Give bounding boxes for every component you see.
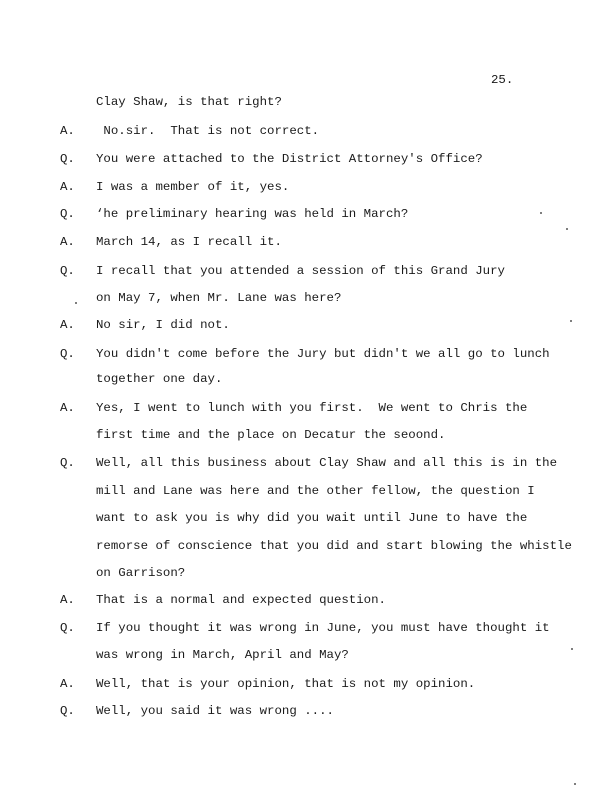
transcript-line: You were attached to the District Attorney's Office? — [96, 152, 483, 166]
speaker-label: A. — [60, 318, 75, 332]
transcript-line: together one day. — [96, 372, 223, 386]
speaker-label: A. — [60, 593, 75, 607]
speaker-label: Q. — [60, 704, 75, 718]
scan-speck — [566, 228, 568, 230]
transcript-line: mill and Lane was here and the other fellow, the question I — [96, 484, 535, 498]
transcript-line: No sir, I did not. — [96, 318, 230, 332]
transcript-line: Well, that is your opinion, that is not my opinion. — [96, 677, 476, 691]
speaker-label: Q. — [60, 621, 75, 635]
transcript-line: ‘he preliminary hearing was held in March? — [96, 207, 409, 221]
transcript-line: Well, you said it was wrong .... — [96, 704, 334, 718]
speaker-label: A. — [60, 235, 75, 249]
scan-speck — [574, 783, 576, 785]
speaker-label: A. — [60, 124, 75, 138]
scan-speck — [540, 212, 542, 214]
transcript-line: remorse of conscience that you did and start blowing the whistle — [96, 539, 572, 553]
transcript-line: Well, all this business about Clay Shaw and all this is in the — [96, 456, 558, 470]
transcript-line: If you thought it was wrong in June, you must have thought it — [96, 621, 550, 635]
scan-speck — [570, 320, 572, 322]
speaker-label: Q. — [60, 264, 75, 278]
scan-speck — [571, 648, 573, 650]
speaker-label: A. — [60, 677, 75, 691]
transcript-line: No.sir. That is not correct. — [96, 124, 320, 138]
transcript-line: want to ask you is why did you wait until June to have the — [96, 511, 528, 525]
transcript-line: first time and the place on Decatur the seoond. — [96, 428, 446, 442]
transcript-line: I recall that you attended a session of this Grand Jury — [96, 264, 505, 278]
transcript-line: I was a member of it, yes. — [96, 180, 290, 194]
speaker-label: Q. — [60, 207, 75, 221]
transcript-line: That is a normal and expected question. — [96, 593, 386, 607]
transcript-line: March 14, as I recall it. — [96, 235, 282, 249]
speaker-label: A. — [60, 180, 75, 194]
transcript-line: Yes, I went to lunch with you first. We went to Chris the — [96, 401, 528, 415]
transcript-line: You didn't come before the Jury but didn't we all go to lunch — [96, 347, 550, 361]
transcript-line: was wrong in March, April and May? — [96, 648, 349, 662]
transcript-line: Clay Shaw, is that right? — [96, 95, 282, 109]
speaker-label: Q. — [60, 152, 75, 166]
speaker-label: A. — [60, 401, 75, 415]
page-number: 25. — [491, 73, 514, 87]
transcript-line: on Garrison? — [96, 566, 186, 580]
speaker-label: Q. — [60, 456, 75, 470]
transcript-line: on May 7, when Mr. Lane was here? — [96, 291, 342, 305]
scan-speck — [75, 302, 77, 304]
speaker-label: Q. — [60, 347, 75, 361]
